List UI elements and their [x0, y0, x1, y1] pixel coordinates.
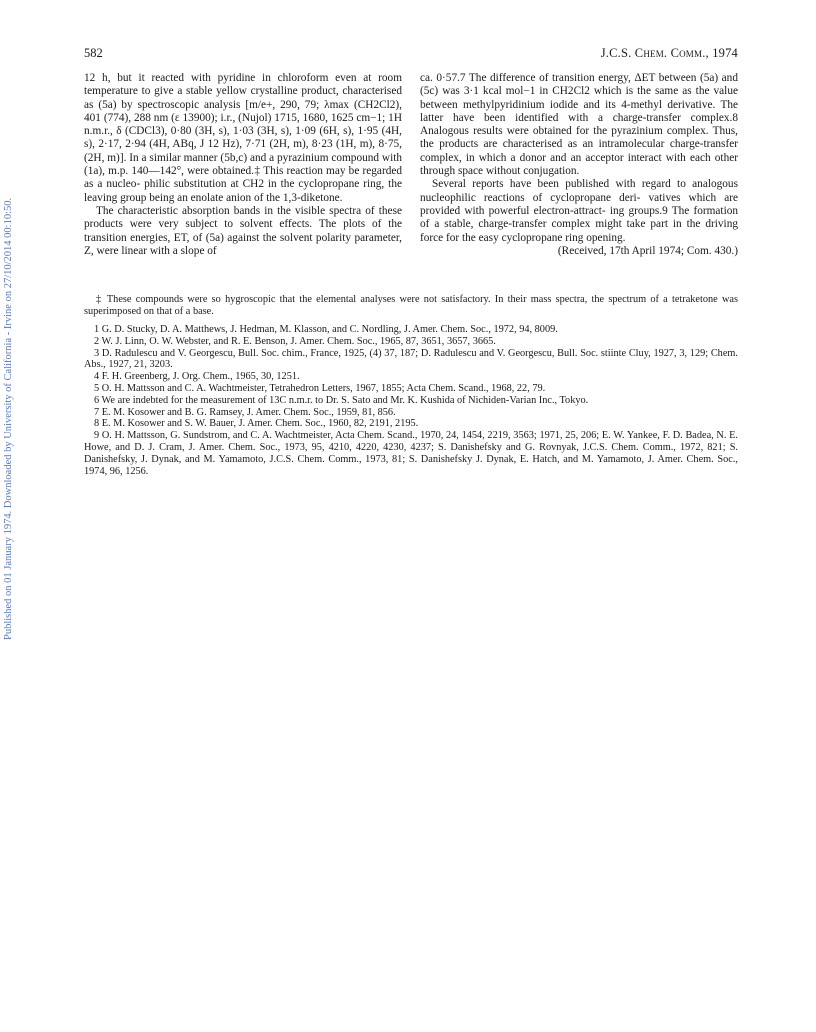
text-line: with a charge-transfer complex.8 Analogous results were	[420, 111, 738, 138]
text-line: pyrazinium compound with (1a), m.p. 140—142°, were	[84, 151, 402, 178]
download-watermark: Published on 01 January 1974. Downloaded by University of California - Irvine on 27/10/2014 00:10:50.	[3, 197, 14, 640]
reference-item: 3 D. Radulescu and V. Georgescu, Bull. Soc. chim., France, 1925, (4) 37, 187; D. Radulescu and V. Georgescu, Bull. Soc. stiinte Cluy, 1927, 3, 129; Chem. Abs., 1927, 21, 3203.	[84, 347, 738, 371]
reference-item: 7 E. M. Kosower and B. G. Ramsey, J. Amer. Chem. Soc., 1959, 81, 856.	[94, 406, 396, 418]
text-line: between (5a) and (5c) was 3·1 kcal mol−1 in CH2Cl2 which is	[420, 72, 738, 98]
reference-item: 8 E. M. Kosower and S. W. Bauer, J. Amer. Chem. Soc., 1960, 82, 2191, 2195.	[94, 418, 419, 430]
reference-item: 9 O. H. Mattsson, G. Sundstrom, and C. A. Wachtmeister, Acta Chem. Scand., 1970, 24, 1454, 2219, 3563; 1971, 25, 206; E. W. Yankee, F. D. Badea, N. E. Howe, and D. J. Cram, J. Amer. Chem. Soc., 1973, 95, 4210, 4220, 4230, 4237; S. Danishefsky and G. Rovnyak, J.C.S. Chem. Comm., 1972, 821; S. Danishefsky, J. Dynak, and M. Yamamoto, J.C.S. Chem. Comm., 1973, 81; S. Danishefsky J. Dynak, E. Hatch, and M. Yamamoto, J. Amer. Chem. Soc., 1974, 96, 1256.	[84, 430, 738, 477]
right-paragraph-1	[420, 72, 738, 178]
text-line: the same as the value between methylpyridinium iodide and	[420, 85, 738, 111]
page-number: 582	[84, 46, 103, 60]
text-line: δ (CDCl3), 0·80 (3H, s), 1·03 (3H, s), 1·09 (6H, s), 1·95 (4H,	[116, 125, 402, 138]
received-date: (Received, 17th April 1974; Com. 430.)	[557, 244, 738, 257]
text-line: s), 2·17, 2·94 (4H, ABq, J 12 Hz), 7·71 (2H, m), 8·23 (1H,	[84, 138, 357, 151]
text-line: ca. 0·57.7 The difference of transition energy, ΔET	[420, 72, 656, 84]
text-line: analogous nucleophilic reactions of cyclopropane deri-	[420, 178, 738, 204]
text-line: philic substitution at CH2 in the cyclopropane ring, the	[144, 178, 402, 191]
text-line: its 4-methyl derivative. The latter have been identified	[420, 98, 739, 124]
text-line: 13900); i.r., (Nujol) 1715, 1680, 1625 cm−1; 1H n.m.r.,	[84, 111, 402, 138]
text-line: plots of the transition energies, ET, of (5a) against the	[84, 218, 402, 244]
right-paragraph-2	[420, 178, 738, 244]
footnote: ‡ These compounds were so hygroscopic that the elemental analyses were not satisfactory. In their mass spectra, the spectrum of a tetraketone was superimposed on that of a base.	[84, 294, 738, 317]
reference-item: 2 W. J. Linn, O. W. Webster, and R. E. Benson, J. Amer. Chem. Soc., 1965, 87, 3651, 3657, 3665.	[94, 335, 496, 347]
reference-item: 6 We are indebted for the measurement of 13C n.m.r. to Dr. S. Sato and Mr. K. Kushida of Nichiden-Varian Inc., Tokyo.	[94, 394, 589, 406]
text-line: vatives which are provided with powerful electron-attract-	[420, 191, 739, 217]
text-line: solvent polarity parameter, Z, were linear with a slope of	[84, 231, 402, 257]
text-line: complex, in which a donor and an acceptor interact with	[420, 151, 686, 164]
page-header	[84, 46, 738, 61]
text-line: Several reports have been published with regard to	[432, 178, 686, 191]
right-column	[420, 72, 738, 258]
left-paragraph-2	[84, 205, 402, 258]
text-line: ing groups.9 The formation of a stable, charge-transfer	[420, 204, 739, 231]
text-line: obtained.‡ This reaction may be regarded as a nucleo-	[84, 165, 403, 191]
text-line: m), 8·75, (2H, m)]. In a similar manner (5b,c) and a	[84, 138, 403, 164]
reference-item: 1 G. D. Stucky, D. A. Matthews, J. Hedman, M. Klasson, and C. Nordling, J. Amer. Chem. Soc., 1972, 94, 8009.	[94, 324, 558, 335]
left-paragraph-1	[84, 72, 402, 205]
text-line: The characteristic absorption bands in the visible spectra	[96, 204, 362, 217]
text-line: complex might take part in the driving force for the easy	[420, 218, 738, 244]
text-line: obtained for the pyrazinium complex. Thus, the products	[420, 125, 738, 151]
text-line: product, characterised as (5a) by spectroscopic analysis	[84, 85, 402, 111]
text-line: leaving group being an enolate anion of the 1,3-diketone.	[84, 191, 343, 204]
text-line: are characterised as an intramolecular charge-transfer	[483, 138, 738, 151]
text-line: each other through space without conjugation.	[420, 151, 738, 178]
left-column	[84, 72, 402, 258]
reference-item: 5 O. H. Mattsson and C. A. Wachtmeister, Tetrahedron Letters, 1967, 1855; Acta Chem. Scand., 1968, 22, 79.	[94, 382, 546, 394]
references-list	[84, 324, 738, 477]
text-line: 12 h, but it reacted with pyridine in chloroform even at	[84, 72, 372, 84]
text-line: room temperature to give a stable yellow crystalline	[84, 72, 402, 98]
reference-item: 4 F. H. Greenberg, J. Org. Chem., 1965, 30, 1251.	[94, 371, 300, 383]
text-line: [m/e+, 290, 79; λmax (CH2Cl2), 401 (774), 288 nm (ε	[84, 98, 402, 124]
text-line: cyclopropane ring opening.	[501, 231, 626, 244]
journal-citation: J.C.S. Chem. Comm., 1974	[600, 46, 738, 60]
text-line: of these products were very subject to solvent effects. The	[84, 204, 402, 231]
